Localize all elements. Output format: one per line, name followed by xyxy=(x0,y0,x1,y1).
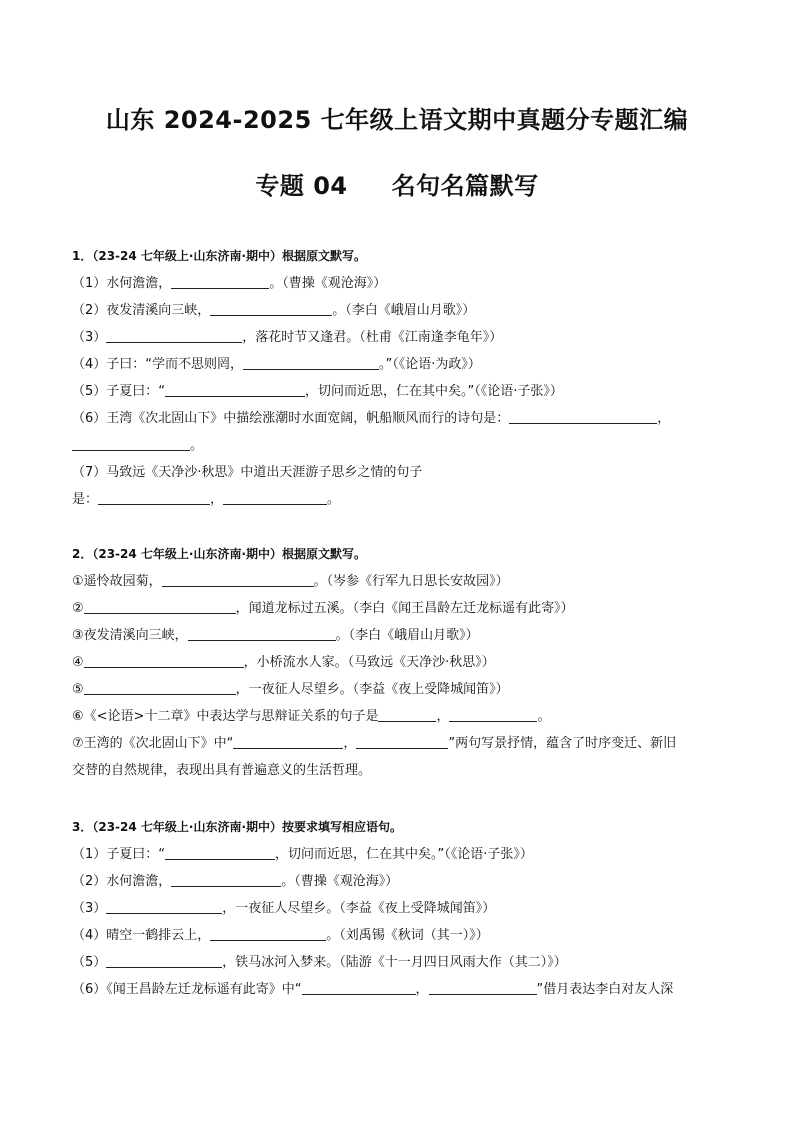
question-2-heading: 2．（23-24 七年级上·山东济南·期中）根据原文默写。 xyxy=(72,547,367,561)
question-2 xyxy=(72,541,732,784)
answer-blank[interactable] xyxy=(243,355,379,370)
answer-blank[interactable] xyxy=(106,328,242,343)
answer-blank[interactable] xyxy=(171,872,281,887)
question-1-item-7: （7）马致远《天净沙·秋思》中道出天涯游子思乡之情的句子 xyxy=(72,465,423,480)
answer-blank[interactable] xyxy=(165,382,305,397)
question-3-item-4: （4）晴空一鹤排云上， 。（刘禹锡《秋词（其一）》） xyxy=(72,928,489,943)
question-1-item-2: （2）夜发清溪向三峡， 。（李白《峨眉山月歌》） xyxy=(72,303,476,318)
question-1-item-3: （3） ，落花时节又逢君。（杜甫《江南逢李龟年》） xyxy=(72,330,503,345)
answer-blank[interactable] xyxy=(188,626,336,641)
answer-blank[interactable] xyxy=(356,734,448,749)
question-3 xyxy=(72,814,732,1003)
answer-blank[interactable] xyxy=(106,953,222,968)
answer-blank[interactable] xyxy=(233,734,343,749)
question-2-item-4: ④ ，小桥流水人家。（马致远《天净沙·秋思》） xyxy=(72,655,495,670)
question-3-item-3: （3） ，一夜征人尽望乡。（李益《夜上受降城闻笛》） xyxy=(72,901,496,916)
question-1-heading: 1．（23-24 七年级上·山东济南·期中）根据原文默写。 xyxy=(72,249,367,263)
answer-blank[interactable] xyxy=(429,980,537,995)
question-2-item-1: ①遥怜故园菊， 。（岑参《行军九日思长安故园》） xyxy=(72,574,509,589)
subtitle-number: 专题 04 xyxy=(255,172,348,200)
answer-blank[interactable] xyxy=(509,409,657,424)
question-3-item-5: （5） ，铁马冰河入梦来。（陆游《十一月四日风雨大作（其二）》） xyxy=(72,955,567,970)
question-3-heading: 3．（23-24 七年级上·山东济南·期中）按要求填写相应语句。 xyxy=(72,820,403,834)
answer-blank[interactable] xyxy=(98,490,210,505)
question-1-item-4: （4）子曰：“学而不思则罔， 。”（《论语·为政》） xyxy=(72,357,481,372)
answer-blank[interactable] xyxy=(84,680,236,695)
answer-blank[interactable] xyxy=(84,653,244,668)
question-3-item-2: （2）水何澹澹， 。（曹操《观沧海》） xyxy=(72,874,399,889)
document-subtitle xyxy=(0,166,794,201)
answer-blank[interactable] xyxy=(165,845,275,860)
question-3-item-1: （1）子夏曰：“ ，切问而近思，仁在其中矣。”（《论语·子张》） xyxy=(72,847,533,862)
question-3-item-6: （6）《闻王昌龄左迁龙标遥有此寄》中“ ， ”借月表达李白对友人深 xyxy=(72,982,674,997)
question-2-item-5: ⑤ ，一夜征人尽望乡。（李益《夜上受降城闻笛》） xyxy=(72,682,509,697)
question-1-item-5: （5）子夏曰：“ ，切问而近思，仁在其中矣。”（《论语·子张》） xyxy=(72,384,563,399)
answer-blank[interactable] xyxy=(449,707,537,722)
answer-blank[interactable] xyxy=(171,274,269,289)
answer-blank[interactable] xyxy=(223,490,327,505)
document-title: 山东 2024-2025 七年级上语文期中真题分专题汇编 xyxy=(105,106,689,134)
answer-blank[interactable] xyxy=(302,980,416,995)
question-2-item-7: ⑦王湾的《次北固山下》中“ ， ”两句写景抒情，蕴含了时序变迁、新旧 xyxy=(72,736,677,751)
question-1-item-6-cont: 。 xyxy=(72,432,732,459)
answer-blank[interactable] xyxy=(210,301,332,316)
answer-blank[interactable] xyxy=(106,899,222,914)
answer-blank[interactable] xyxy=(162,572,314,587)
answer-blank[interactable] xyxy=(378,707,436,722)
question-1 xyxy=(72,243,732,513)
question-2-item-3: ③夜发清溪向三峡， 。（李白《峨眉山月歌》） xyxy=(72,628,479,643)
answer-blank[interactable] xyxy=(72,436,190,451)
answer-blank[interactable] xyxy=(84,599,236,614)
question-2-item-6: ⑥《<论语>十二章》中表达学与思辩证关系的句子是 ， 。 xyxy=(72,709,551,724)
question-1-item-1: （1）水何澹澹， 。（曹操《观沧海》） xyxy=(72,276,387,291)
answer-blank[interactable] xyxy=(210,926,326,941)
question-2-item-7-cont: 交替的自然规律，表现出具有普遍意义的生活哲理。 xyxy=(72,763,372,778)
subtitle-name: 名句名篇默写 xyxy=(391,172,539,200)
question-1-item-6: （6）王湾《次北固山下》中描绘涨潮时水面宽阔，帆船顺风而行的诗句是： ， xyxy=(72,411,671,426)
question-2-item-2: ② ，闻道龙标过五溪。（李白《闻王昌龄左迁龙标遥有此寄》） xyxy=(72,601,574,616)
question-1-item-7-cont: 是： ， 。 xyxy=(72,492,341,507)
